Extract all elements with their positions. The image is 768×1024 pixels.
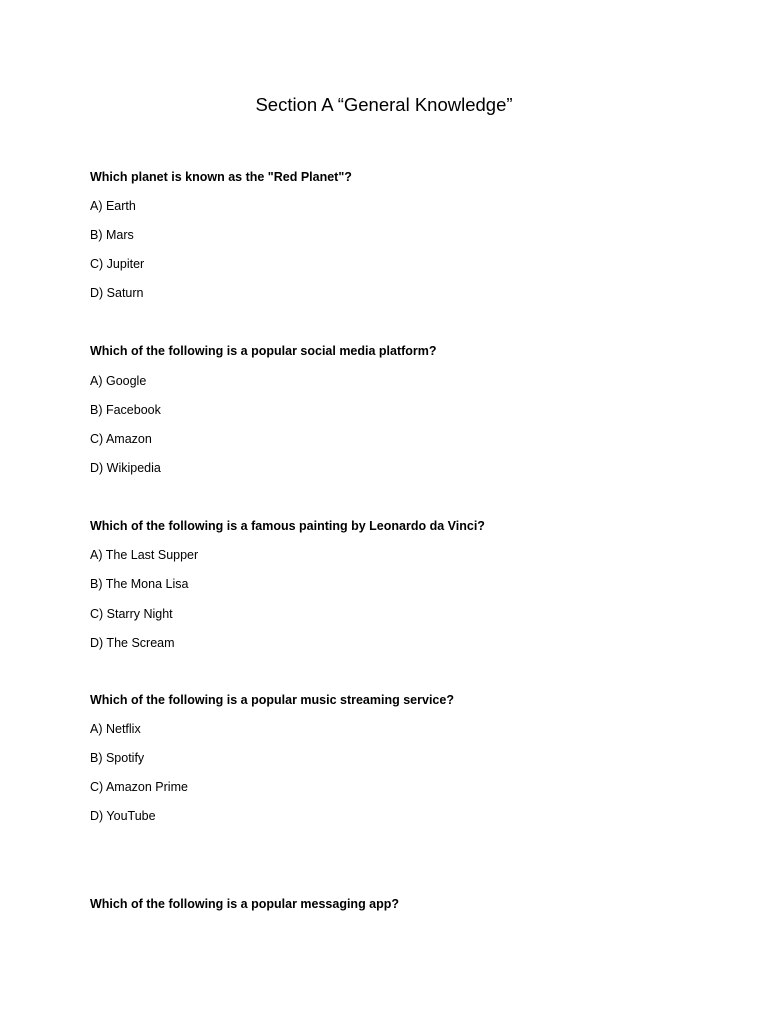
option-4b: B) Spotify xyxy=(90,751,145,765)
option-4c: C) Amazon Prime xyxy=(90,780,188,794)
option-3b: B) The Mona Lisa xyxy=(90,577,189,591)
option-1a: A) Earth xyxy=(90,199,136,213)
option-2d: D) Wikipedia xyxy=(90,461,161,475)
option-3a: A) The Last Supper xyxy=(90,548,199,562)
option-2a: A) Google xyxy=(90,374,147,388)
option-1d: D) Saturn xyxy=(90,286,144,300)
option-4a: A) Netflix xyxy=(90,722,141,736)
question-2: Which of the following is a popular social media platform? xyxy=(90,344,437,358)
option-3c: C) Starry Night xyxy=(90,607,173,621)
option-2b: B) Facebook xyxy=(90,403,161,417)
option-3d: D) The Scream xyxy=(90,636,175,650)
question-1: Which planet is known as the "Red Planet"? xyxy=(90,170,352,184)
option-1c: C) Jupiter xyxy=(90,257,145,271)
option-1b: B) Mars xyxy=(90,228,134,242)
option-2c: C) Amazon xyxy=(90,432,152,446)
section-title: Section A “General Knowledge” xyxy=(255,94,513,115)
question-3: Which of the following is a famous painting by Leonardo da Vinci? xyxy=(90,519,485,533)
option-4d: D) YouTube xyxy=(90,809,156,823)
question-4: Which of the following is a popular music streaming service? xyxy=(90,693,454,707)
question-5: Which of the following is a popular messaging app? xyxy=(90,897,400,911)
